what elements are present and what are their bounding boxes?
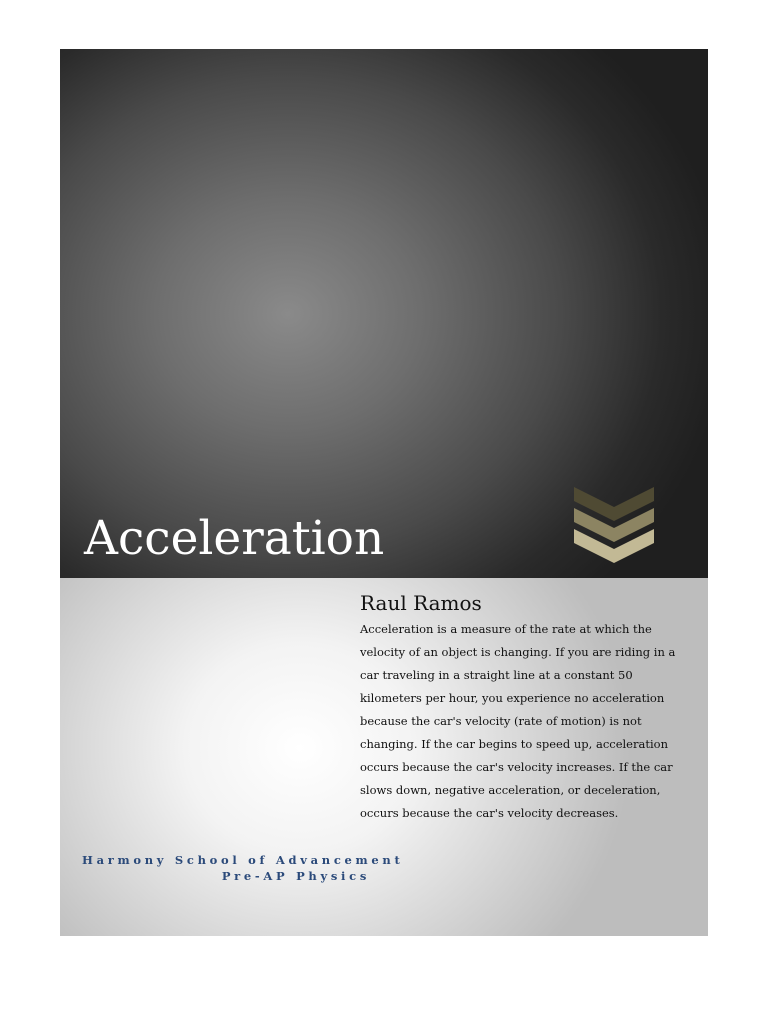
abstract-line: because the car's velocity (rate of motion) is not bbox=[360, 714, 642, 728]
school-info bbox=[82, 852, 404, 884]
author-name: Raul Ramos bbox=[360, 591, 482, 615]
abstract-line: occurs because the car's velocity decreases. bbox=[360, 806, 619, 820]
abstract-text bbox=[360, 618, 700, 825]
triple-chevron-down-icon bbox=[574, 487, 654, 563]
school-name: Harmony School of Advancement bbox=[82, 853, 404, 867]
abstract-line: slows down, negative acceleration, or deceleration, bbox=[360, 783, 661, 797]
cover-page bbox=[60, 49, 708, 936]
page-title: Acceleration bbox=[84, 511, 385, 566]
cover-body-panel bbox=[60, 578, 708, 936]
abstract-line: occurs because the car's velocity increases. If the car bbox=[360, 760, 673, 774]
abstract-line: changing. If the car begins to speed up, acceleration bbox=[360, 737, 668, 751]
abstract-line: velocity of an object is changing. If you are riding in a bbox=[360, 645, 676, 659]
course-name: Pre-AP Physics bbox=[221, 869, 370, 883]
abstract-line: car traveling in a straight line at a constant 50 bbox=[360, 668, 633, 682]
cover-header-panel bbox=[60, 49, 708, 578]
abstract-line: kilometers per hour, you experience no acceleration bbox=[360, 691, 665, 705]
abstract-line: Acceleration is a measure of the rate at which the bbox=[360, 622, 652, 636]
